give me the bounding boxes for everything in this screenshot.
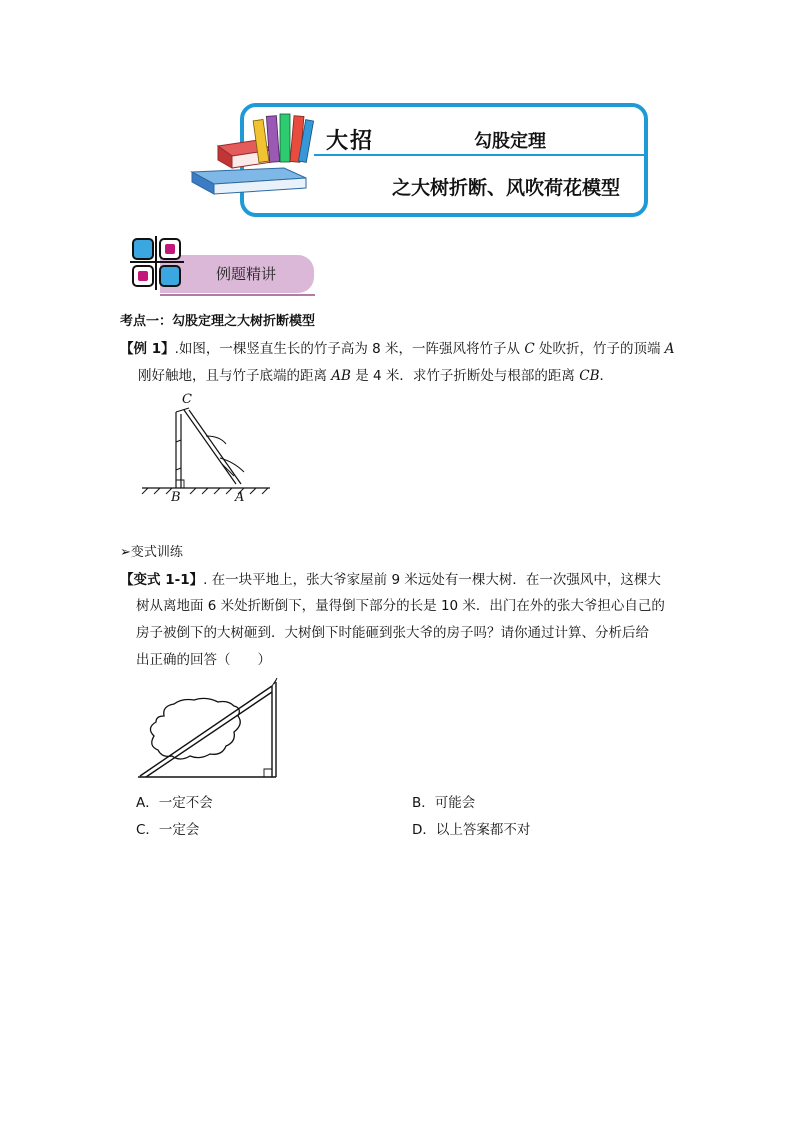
header-title-main: 大招 (326, 128, 375, 154)
var-cb: CB (579, 368, 600, 384)
example-1-text: 是 4 米．求竹子折断处与根部的距离 (350, 368, 580, 384)
example-1-text: .如图，一棵竖直生长的竹子高为 8 米，一阵强风将竹子从 (174, 341, 525, 357)
tree-house-figure (134, 676, 282, 782)
var-a: A (664, 341, 675, 357)
example-1-tag: 【例 1】 (120, 341, 175, 357)
example-1-line-2 (138, 363, 613, 389)
squares-icon (130, 236, 184, 290)
option-b: B．可能会 (412, 795, 476, 811)
option-d: D．以上答案都不对 (412, 822, 531, 838)
option-c: C．一定会 (136, 822, 200, 838)
variant-line-4: 出正确的回答（ ） (136, 652, 271, 668)
variant-line-3: 房子被倒下的大树砸到．大树倒下时能砸到张大爷的房子吗？请你通过计算、分析后给 (136, 625, 649, 641)
example-1-text: 处吹折，竹子的顶端 (534, 341, 665, 357)
example-1-text: 刚好触地，且与竹子底端的距离 (138, 368, 332, 384)
header-subtitle: 之大树折断、风吹荷花模型 (392, 177, 621, 199)
figure-label-b: B (171, 490, 181, 505)
variant-text: . 在一块平地上，张大爷家屋前 9 米远处有一棵大树．在一次强风中，这棵大 (203, 572, 661, 588)
section-tab-underline (160, 294, 315, 296)
variant-line-1 (120, 567, 661, 593)
variant-line-2: 树从离地面 6 米处折断倒下，量得倒下部分的长是 10 米．出门在外的张大爷担心自己的 (136, 598, 665, 614)
variant-tag: 【变式 1-1】 (120, 572, 204, 588)
figure-label-a: A (235, 490, 245, 505)
figure-label-c: C (182, 392, 192, 407)
example-1-text: ． (599, 368, 613, 384)
topic-title: 考点一：勾股定理之大树折断模型 (120, 314, 316, 329)
books-icon (188, 110, 318, 196)
section-label: 例题精讲 (216, 265, 277, 283)
example-1-line-1 (120, 336, 675, 362)
bamboo-figure (140, 392, 272, 510)
var-ab: AB (331, 368, 351, 384)
var-c: C (524, 341, 535, 357)
variant-heading: ➢变式训练 (120, 545, 183, 560)
header-title-topic: 勾股定理 (474, 131, 546, 152)
option-a: A．一定不会 (136, 795, 213, 811)
